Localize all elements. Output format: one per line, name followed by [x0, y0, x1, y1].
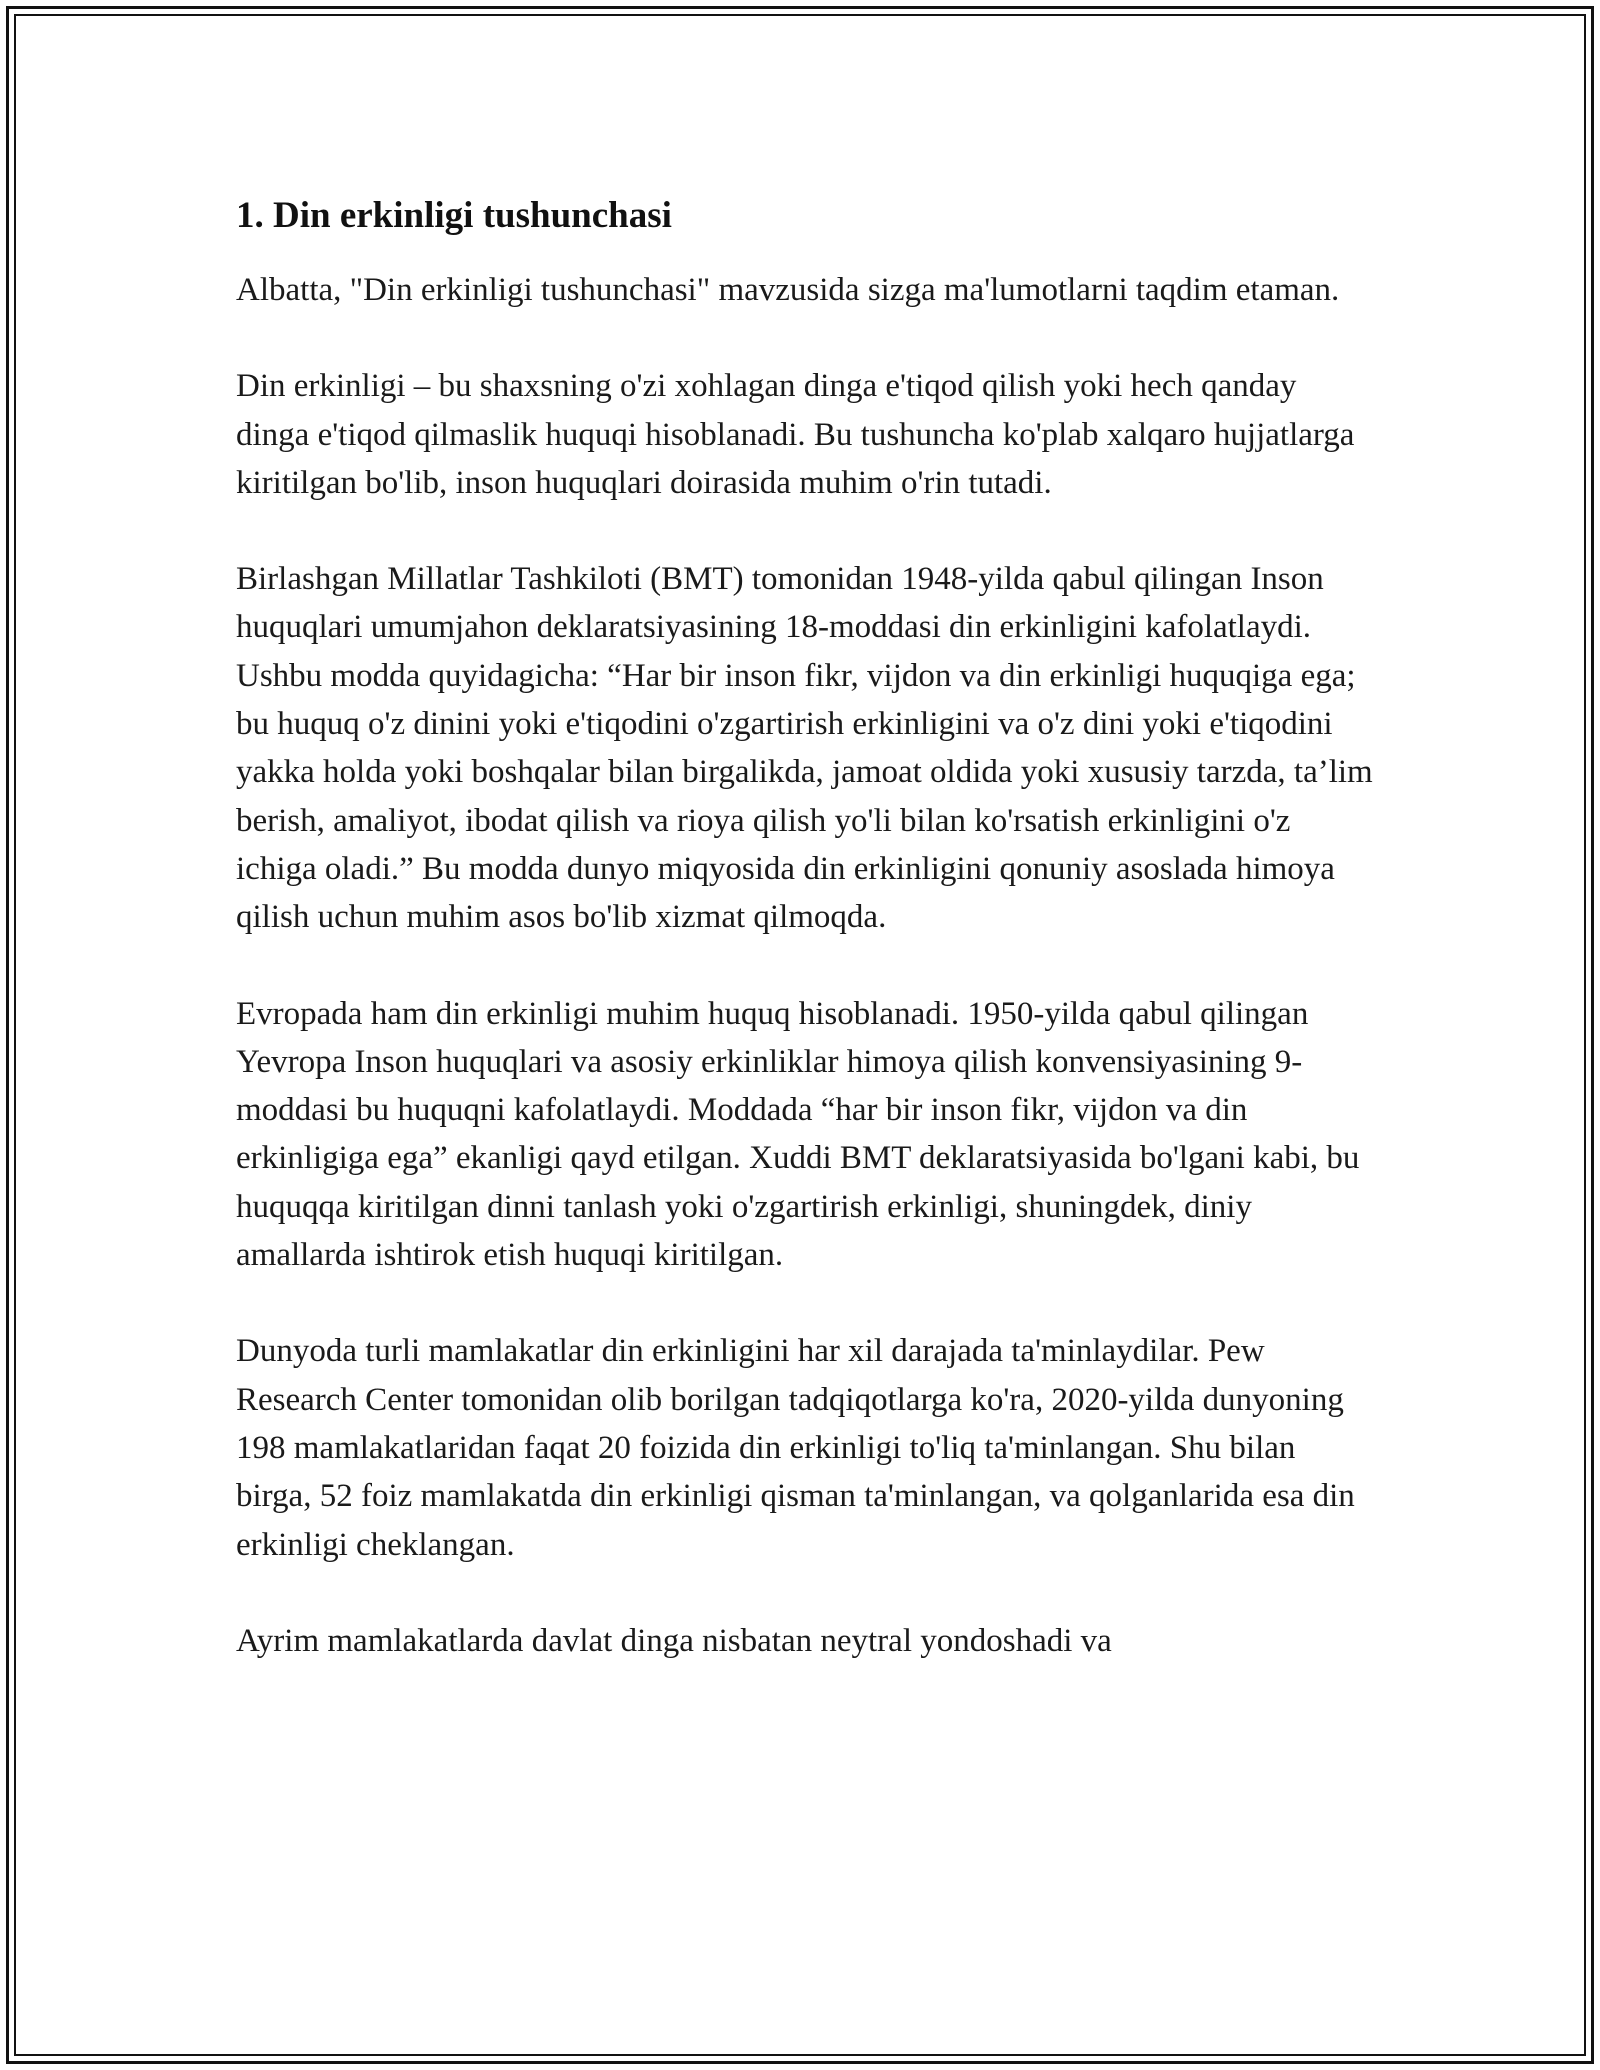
paragraph-un-declaration: Birlashgan Millatlar Tashkiloti (BMT) tomonidan 1948-yilda qabul qilingan Inson huquqlari umumjahon deklaratsiyasining 18-moddasi din erkinligini kafolatlaydi. Ushbu modda quyidagicha: “Har bir inson fikr, vijdon va din erkinligi huquqiga ega; bu huquq o'z dinini yoki e'tiqodini o'zgartirish erkinligini va o'z dini yoki e'tiqodini yakka holda yoki boshqalar bilan birgalikda, jamoat oldida yoki xususiy tarzda, ta’lim berish, amaliyot, ibodat qilish va rioya qilish yo'li bilan ko'rsatish erkinligini o'z ichiga oladi.” Bu modda dunyo miqyosida din erkinligini qonuniy asoslada himoya qilish uchun muhim asos bo'lib xizmat qilmoqda. — [236, 561, 1373, 936]
paragraph-definition: Din erkinligi – bu shaxsning o'zi xohlagan dinga e'tiqod qilish yoki hech qanday dinga e'tiqod qilmaslik huquqi hisoblanadi. Bu tushuncha ko'plab xalqaro hujjatlarga kiritilgan bo'lib, inson huquqlari doirasida muhim o'rin tutadi. — [236, 368, 1355, 501]
paragraph-european-convention: Evropada ham din erkinligi muhim huquq hisoblanadi. 1950-yilda qabul qilingan Yevropa Inson huquqlari va asosiy erkinliklar himoya qilish konvensiyasining 9-moddasi bu huquqni kafolatlaydi. Moddada “har bir inson fikr, vijdon va din erkinligiga ega” ekanligi qayd etilgan. Xuddi BMT deklaratsiyasida bo'lgani kabi, bu huquqqa kiritilgan dinni tanlash yoki o'zgartirish erkinligi, shuningdek, diniy amallarda ishtirok etish huquqi kiritilgan. — [236, 995, 1360, 1274]
section-heading: 1. Din erkinligi tushunchasi — [236, 195, 672, 236]
paragraph-world-statistics: Dunyoda turli mamlakatlar din erkinligini har xil darajada ta'minlaydilar. Pew Research Center tomonidan olib borilgan tadqiqotlarga ko'ra, 2020-yilda dunyoning 198 mamlakatlaridan faqat 20 foizida din erkinligi to'liq ta'minlangan. Shu bilan birga, 52 foiz mamlakatda din erkinligi qisman ta'minlangan, va qolganlarida esa din erkinligi cheklangan. — [236, 1333, 1355, 1563]
paragraph-intro: Albatta, "Din erkinligi tushunchasi" mavzusida sizga ma'lumotlarni taqdim etaman. — [236, 272, 1340, 308]
paragraph-neutral-states: Ayrim mamlakatlarda davlat dinga nisbatan neytral yondoshadi va — [236, 1622, 1112, 1659]
document-body — [236, 188, 1376, 1713]
